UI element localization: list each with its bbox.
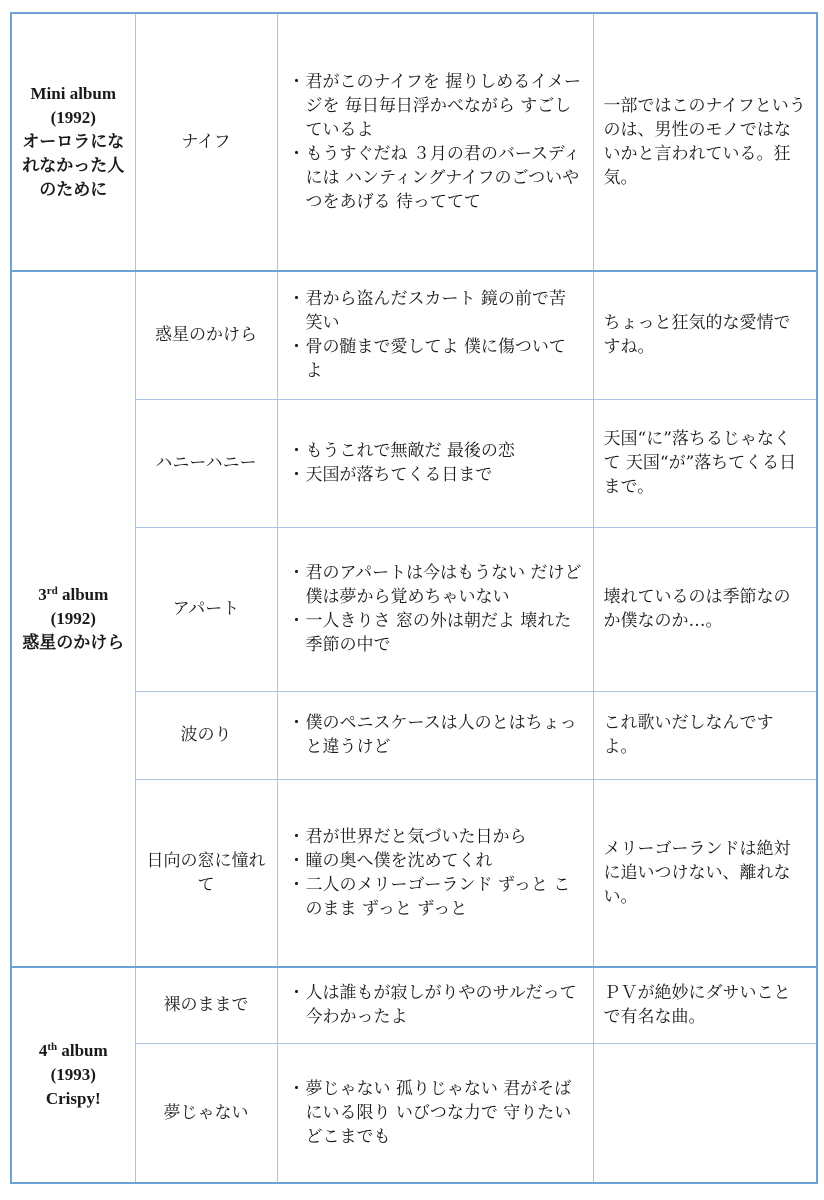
page [10,12,818,1184]
lyric-line: ・君がこのナイフを 握りしめるイメージを 毎日毎日浮かべながら すごしているよ [288,72,582,140]
lyrics-cell [277,527,593,691]
lyrics-cell [277,967,593,1043]
table-row [11,13,817,271]
lyric-line: ・瞳の奥へ僕を沈めてくれ [288,850,493,871]
note-cell: 一部ではこのナイフというのは、男性のモノではないかと言われている。狂気。 [593,13,817,271]
note-cell: ちょっと狂気的な愛情ですね。 [593,271,817,399]
album-type: album [61,585,109,604]
album-year: (1992) [50,609,96,628]
album-cell [11,271,135,967]
lyrics-cell [277,779,593,967]
lyrics-cell [277,13,593,271]
album-number: 4 [38,1041,48,1060]
album-title: 惑星のかけら [22,633,125,652]
lyric-line: ・骨の髄まで愛してよ 僕に傷ついてよ [288,337,566,382]
table-row [11,271,817,399]
album-cell [11,967,135,1183]
song-title: 日向の窓に憧れて [135,779,277,967]
note-cell [593,1043,817,1183]
lyrics-cell [277,1043,593,1183]
lyric-line: ・君から盗んだスカート 鏡の前で苦笑い [288,289,566,334]
album-type: album [61,1041,108,1060]
lyric-line: ・君が世界だと気づいた日から [288,826,527,847]
note-cell: これ歌いだしなんですよ。 [593,691,817,779]
lyric-line: ・一人きりさ 窓の外は朝だよ 壊れた季節の中で [288,611,572,655]
lyric-line: ・もうこれで無敵だ 最後の恋 [288,441,515,461]
lyric-line: ・もうすぐだね ３月の君のバースディには ハンティングナイフのごついやつをあげる 待っててて [288,144,581,212]
note-cell: 壊れているのは季節なのか僕なのか…。 [593,527,817,691]
lyric-line: ・天国が落ちてくる日まで [288,465,493,485]
song-title: ハニーハニー [135,399,277,527]
song-title: ナイフ [135,13,277,271]
album-cell [11,13,135,271]
song-table [10,12,818,1184]
table-row [11,967,817,1043]
album-ordinal: th [47,1041,58,1053]
song-title: 夢じゃない [135,1043,277,1183]
album-year: (1993) [50,1065,96,1084]
note-cell: メリーゴーランドは絶対に追いつけない、離れない。 [593,779,817,967]
lyrics-cell [277,399,593,527]
lyrics-cell [277,271,593,399]
album-number: 3 [38,585,47,604]
note-cell: 天国“に”落ちるじゃなくて 天国“が”落ちてくる日まで。 [593,399,817,527]
lyric-line: ・君のアパートは今はもうない だけど僕は夢から覚めちゃいない [288,563,582,607]
lyric-line: ・僕のペニスケースは人のとはちょっと違うけど [288,713,577,757]
song-title: 惑星のかけら [135,271,277,399]
song-title: 裸のままで [135,967,277,1043]
album-year: (1992) [50,108,96,127]
album-ordinal: rd [46,585,58,597]
song-title: 波のり [135,691,277,779]
album-title: Crispy! [45,1089,101,1108]
album-type: Mini album [30,84,116,103]
lyric-line: ・夢じゃない 孤りじゃない 君がそばにいる限り いびつな力で 守りたい どこまでも [288,1078,572,1147]
album-heading [22,1039,125,1063]
album-heading [22,583,125,607]
note-cell: ＰＶが絶妙にダサいことで有名な曲。 [593,967,817,1043]
lyrics-cell [277,691,593,779]
album-title: オーロラになれなかった人のために [22,132,125,199]
lyric-line: ・人は誰もが寂しがりやのサルだって今わかったよ [288,983,577,1028]
lyric-line: ・二人のメリーゴーランド ずっと このまま ずっと ずっと [288,874,571,919]
song-title: アパート [135,527,277,691]
